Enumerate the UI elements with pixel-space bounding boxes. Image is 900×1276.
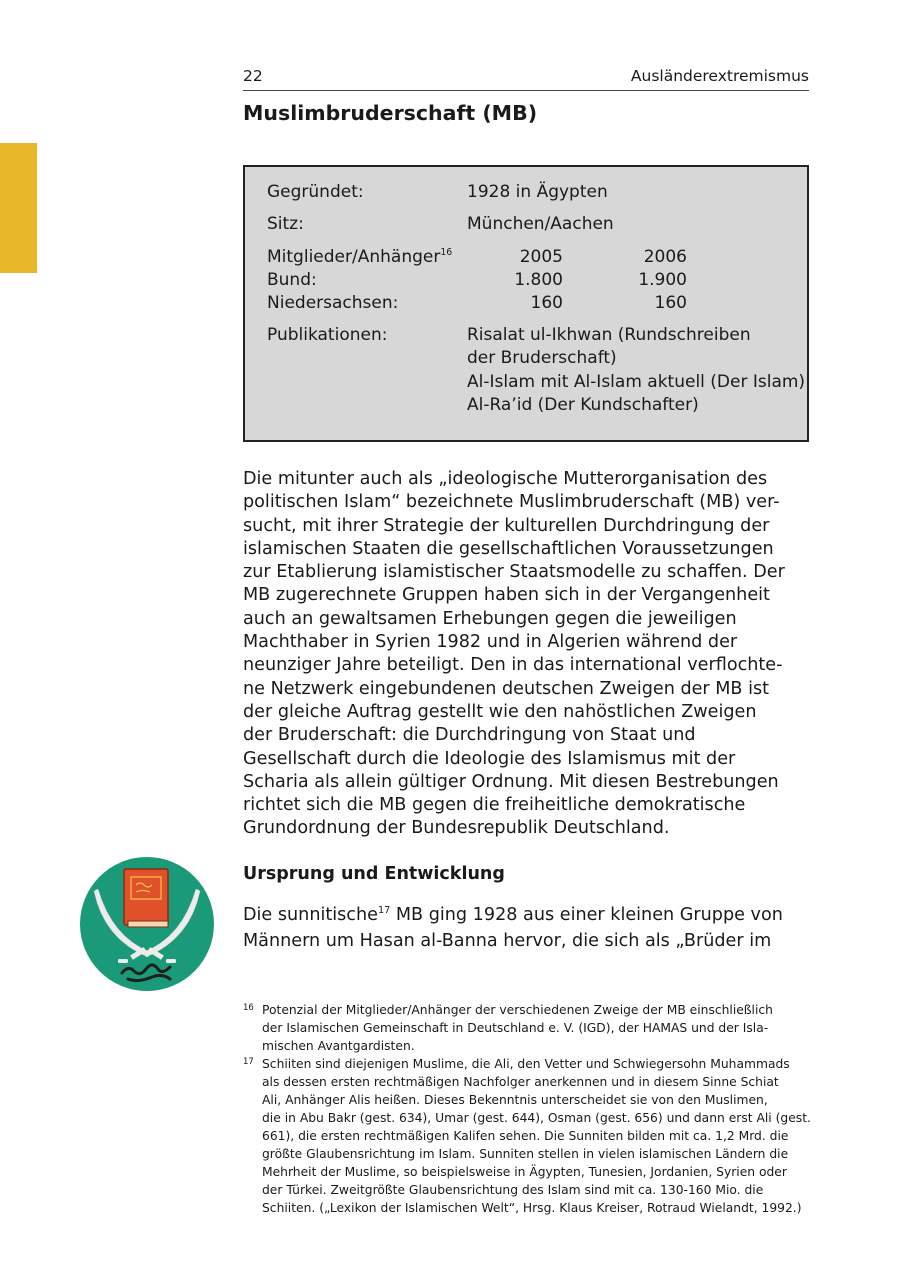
- footnote-number: 16: [243, 1003, 254, 1013]
- text-line: der Bruderschaft: die Durchdringung von Staat und: [243, 725, 696, 746]
- footnote-text: [262, 1055, 811, 1217]
- text-line: politischen Islam“ bezeichnete Muslimbruderschaft (MB) ver-: [243, 492, 780, 513]
- info-box: [243, 165, 809, 442]
- year-2006: 2006: [643, 247, 687, 267]
- year-2005: 2005: [519, 247, 563, 267]
- running-title: Ausländerextremismus: [630, 67, 809, 85]
- muslim-brotherhood-emblem-icon: [78, 855, 216, 993]
- publications-label: Publikationen:: [267, 325, 388, 345]
- niedersachsen-2005: 160: [530, 293, 563, 313]
- book-icon: [124, 869, 168, 927]
- text-line: der gleiche Auftrag gestellt wie den nahöstlichen Zweigen: [243, 701, 757, 722]
- footnote-ref-17: 17: [377, 904, 391, 916]
- text-line: islamischen Staaten die gesellschaftlichen Voraussetzungen: [243, 538, 774, 559]
- footnote-number: 17: [243, 1057, 254, 1067]
- text-line: Scharia als allein gültiger Ordnung. Mit diesen Bestrebungen: [243, 771, 779, 792]
- text-line: Männern um Hasan al-Banna hervor, die sich als „Brüder im: [243, 930, 772, 951]
- footnote-line: der Türkei. Zweitgrößte Glaubensrichtung des Islam sind mit ca. 130-160 Mio. die: [262, 1183, 764, 1197]
- footnote-text: [262, 1001, 773, 1055]
- publication-line: Risalat ul-Ikhwan (Rundschreiben: [467, 325, 751, 345]
- footnote-line: Ali, Anhänger Alis heißen. Dieses Bekenntnis unterscheidet sie von den Muslimen,: [262, 1093, 768, 1107]
- publication-line: Al-Islam mit Al-Islam aktuell (Der Islam): [467, 372, 806, 392]
- footnote-line: die in Abu Bakr (gest. 634), Umar (gest. 644), Osman (gest. 656) und dann erst Ali (gest.: [262, 1111, 811, 1125]
- publication-line: der Bruderschaft): [467, 348, 617, 368]
- text-line: auch an gewaltsamen Erhebungen gegen die jeweiligen: [243, 608, 737, 629]
- intro-paragraph: [243, 904, 783, 953]
- text-line: zur Etablierung islamistischer Staatsmodelle zu schaffen. Der: [243, 562, 785, 583]
- founded-label: Gegründet:: [267, 182, 364, 202]
- footnote-ref-16: 16: [440, 247, 453, 258]
- members-label-line: [267, 247, 452, 267]
- footnote-line: größte Glaubensrichtung im Islam. Sunniten stellen in vielen islamischen Ländern die: [262, 1147, 789, 1161]
- row-label-bund: Bund:: [267, 270, 317, 290]
- footnote-line: mischen Avantgardisten.: [262, 1039, 415, 1053]
- text-line: Die mitunter auch als „ideologische Mutterorganisation des: [243, 469, 768, 489]
- text-line: Grundordnung der Bundesrepublik Deutschland.: [243, 818, 670, 839]
- text-line: sucht, mit ihrer Strategie der kulturellen Durchdringung der: [243, 515, 770, 536]
- text-line: Gesellschaft durch die Ideologie des Islamismus mit der: [243, 748, 736, 769]
- niedersachsen-2006: 160: [654, 293, 687, 313]
- footnote-line: Schiiten sind diejenigen Muslime, die Ali, den Vetter und Schwiegersohn Muhammads: [262, 1057, 790, 1071]
- text-line: MB zugerechnete Gruppen haben sich in der Vergangenheit: [243, 585, 770, 606]
- main-paragraph: [243, 468, 803, 841]
- publication-line: Al-Ra’id (Der Kundschafter): [467, 395, 699, 415]
- members-label: Mitglieder/Anhänger: [267, 247, 441, 267]
- text-line: richtet sich die MB gegen die freiheitliche demokratische: [243, 795, 746, 816]
- text-line: ne Netzwerk eingebundenen deutschen Zweigen der MB ist: [243, 678, 770, 699]
- section-title: Muslimbruderschaft (MB): [243, 101, 538, 125]
- footnote-line: als dessen ersten rechtmäßigen Nachfolger anerkennen und in diesem Sinne Schiat: [262, 1075, 779, 1089]
- bund-2006: 1.900: [638, 270, 687, 290]
- intro-line-start: Die sunnitische: [243, 905, 378, 925]
- footnote-line: Schiiten. („Lexikon der Islamischen Welt“, Hrsg. Klaus Kreiser, Rotraud Wielandt, 1992.): [262, 1201, 802, 1215]
- text-line: neunziger Jahre beteiligt. Den in das international verflochte-: [243, 655, 783, 676]
- footnote-line: 661), die ersten rechtmäßigen Kalifen sehen. Die Sunniten bilden mit ca. 1,2 Mrd. die: [262, 1129, 789, 1143]
- chapter-tab-marker: [0, 143, 37, 273]
- intro-line-end: MB ging 1928 aus einer kleinen Gruppe von: [390, 905, 783, 925]
- bund-2005: 1.800: [514, 270, 563, 290]
- running-header: [243, 66, 809, 91]
- footnote-line: Potenzial der Mitglieder/Anhänger der verschiedenen Zweige der MB einschließlich: [262, 1003, 773, 1017]
- text-line: Machthaber in Syrien 1982 und in Algerien während der: [243, 632, 738, 653]
- text-line: [243, 904, 783, 930]
- founded-value: 1928 in Ägypten: [467, 182, 608, 202]
- subheading: Ursprung und Entwicklung: [243, 864, 505, 884]
- page-number: 22: [243, 67, 263, 85]
- seat-label: Sitz:: [267, 214, 304, 234]
- seat-value: München/Aachen: [467, 214, 614, 234]
- footnote-line: der Islamischen Gemeinschaft in Deutschland e. V. (IGD), der HAMAS und der Isla-: [262, 1021, 769, 1035]
- footnote-line: Mehrheit der Muslime, so beispielsweise in Ägypten, Tunesien, Jordanien, Syrien oder: [262, 1165, 787, 1179]
- row-label-niedersachsen: Niedersachsen:: [267, 293, 399, 313]
